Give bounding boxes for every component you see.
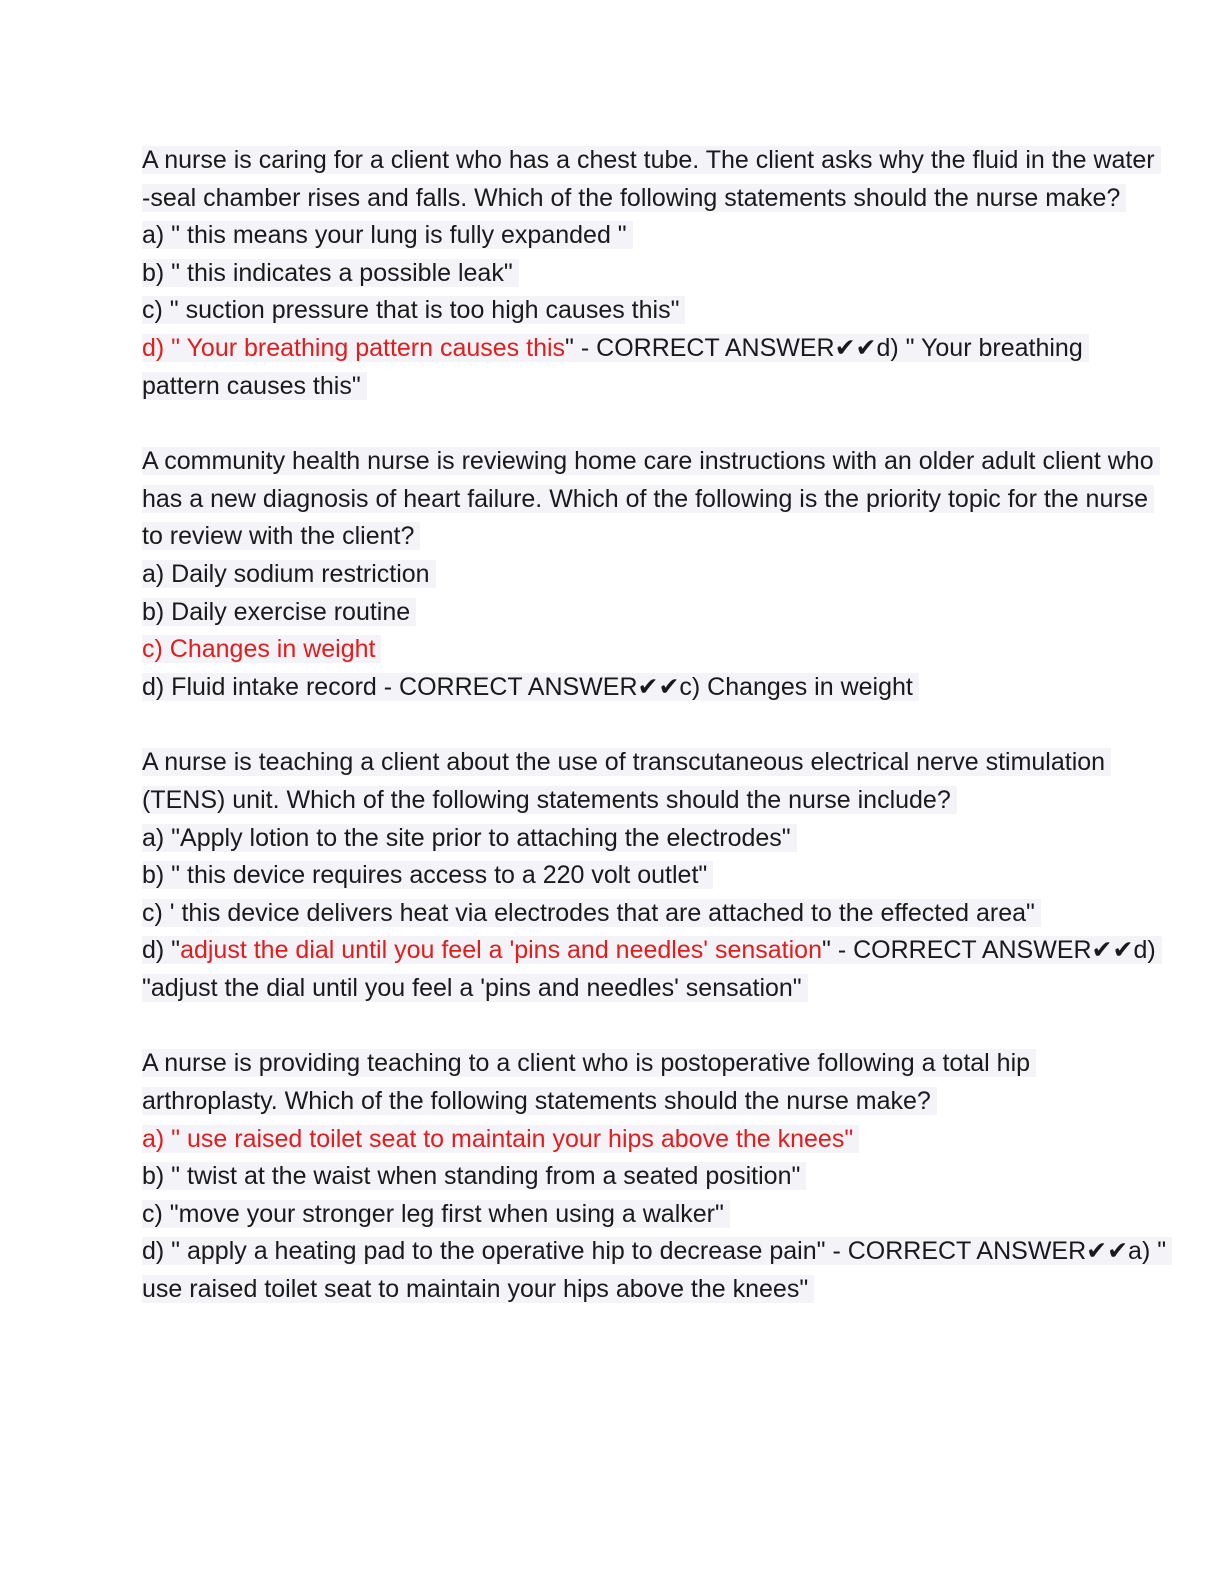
question-text-line: to review with the client? xyxy=(142,518,1102,556)
option-c: c) " suction pressure that is too high causes this" xyxy=(142,292,1102,330)
answer-key-text: " - CORRECT ANSWER✔✔d) xyxy=(822,936,1156,965)
question-text-line: A nurse is teaching a client about the use of transcutaneous electrical nerve stimulation xyxy=(142,744,1102,782)
option-d-answer-line xyxy=(142,330,1102,368)
correct-option-highlight: a) " use raised toilet seat to maintain your hips above the knees" xyxy=(142,1125,859,1153)
option-d-answer-line: d) " apply a heating pad to the operative hip to decrease pain" - CORRECT ANSWER✔✔a) " xyxy=(142,1233,1102,1271)
question-3 xyxy=(142,744,1156,1007)
correct-option-highlight: adjust the dial until you feel a 'pins and needles' sensation xyxy=(180,936,822,965)
correct-option-highlight: d) " Your breathing pattern causes this xyxy=(142,333,566,362)
answer-key-continuation: "adjust the dial until you feel a 'pins and needles' sensation" xyxy=(142,970,1102,1008)
document-body xyxy=(142,142,1167,1347)
option-b: b) " this device requires access to a 220 volt outlet" xyxy=(142,857,1102,895)
option-c-correct xyxy=(142,631,1102,669)
question-text-line: arthroplasty. Which of the following statements should the nurse make? xyxy=(142,1083,1102,1121)
question-4 xyxy=(142,1045,1167,1308)
option-a: a) "Apply lotion to the site prior to attaching the electrodes" xyxy=(142,820,1102,858)
question-2 xyxy=(142,443,1154,706)
correct-option-highlight: c) Changes in weight xyxy=(142,635,381,663)
question-text-line: -seal chamber rises and falls. Which of the following statements should the nurse make? xyxy=(142,180,1102,218)
answer-key-text: " - CORRECT ANSWER✔✔d) " Your breathing xyxy=(565,333,1083,362)
option-a: a) Daily sodium restriction xyxy=(142,556,1102,594)
question-text-line: has a new diagnosis of heart failure. Which of the following is the priority topic for the nurse xyxy=(142,481,1102,519)
option-b: b) " this indicates a possible leak" xyxy=(142,255,1102,293)
option-c: c) ' this device delivers heat via electrodes that are attached to the effected area" xyxy=(142,895,1102,933)
answer-key-continuation: use raised toilet seat to maintain your hips above the knees" xyxy=(142,1271,1102,1309)
option-b: b) Daily exercise routine xyxy=(142,594,1102,632)
question-text-line: A nurse is providing teaching to a client who is postoperative following a total hip xyxy=(142,1045,1102,1083)
option-d-answer-line: d) Fluid intake record - CORRECT ANSWER✔✔c) Changes in weight xyxy=(142,669,1102,707)
option-a: a) " this means your lung is fully expanded " xyxy=(142,217,1102,255)
question-1 xyxy=(142,142,1155,405)
question-text-line: A nurse is caring for a client who has a chest tube. The client asks why the fluid in the water xyxy=(142,142,1102,180)
question-text-line: (TENS) unit. Which of the following statements should the nurse include? xyxy=(142,782,1102,820)
option-c: c) "move your stronger leg first when using a walker" xyxy=(142,1196,1102,1234)
option-b: b) " twist at the waist when standing from a seated position" xyxy=(142,1158,1102,1196)
option-d-answer-line: d) "adjust the dial until you feel a 'pins and needles' sensation" - CORRECT ANSWER✔✔d) xyxy=(142,932,1102,970)
option-a-correct xyxy=(142,1121,1102,1159)
answer-key-continuation: pattern causes this" xyxy=(142,368,1102,406)
question-text-line: A community health nurse is reviewing home care instructions with an older adult client who xyxy=(142,443,1102,481)
